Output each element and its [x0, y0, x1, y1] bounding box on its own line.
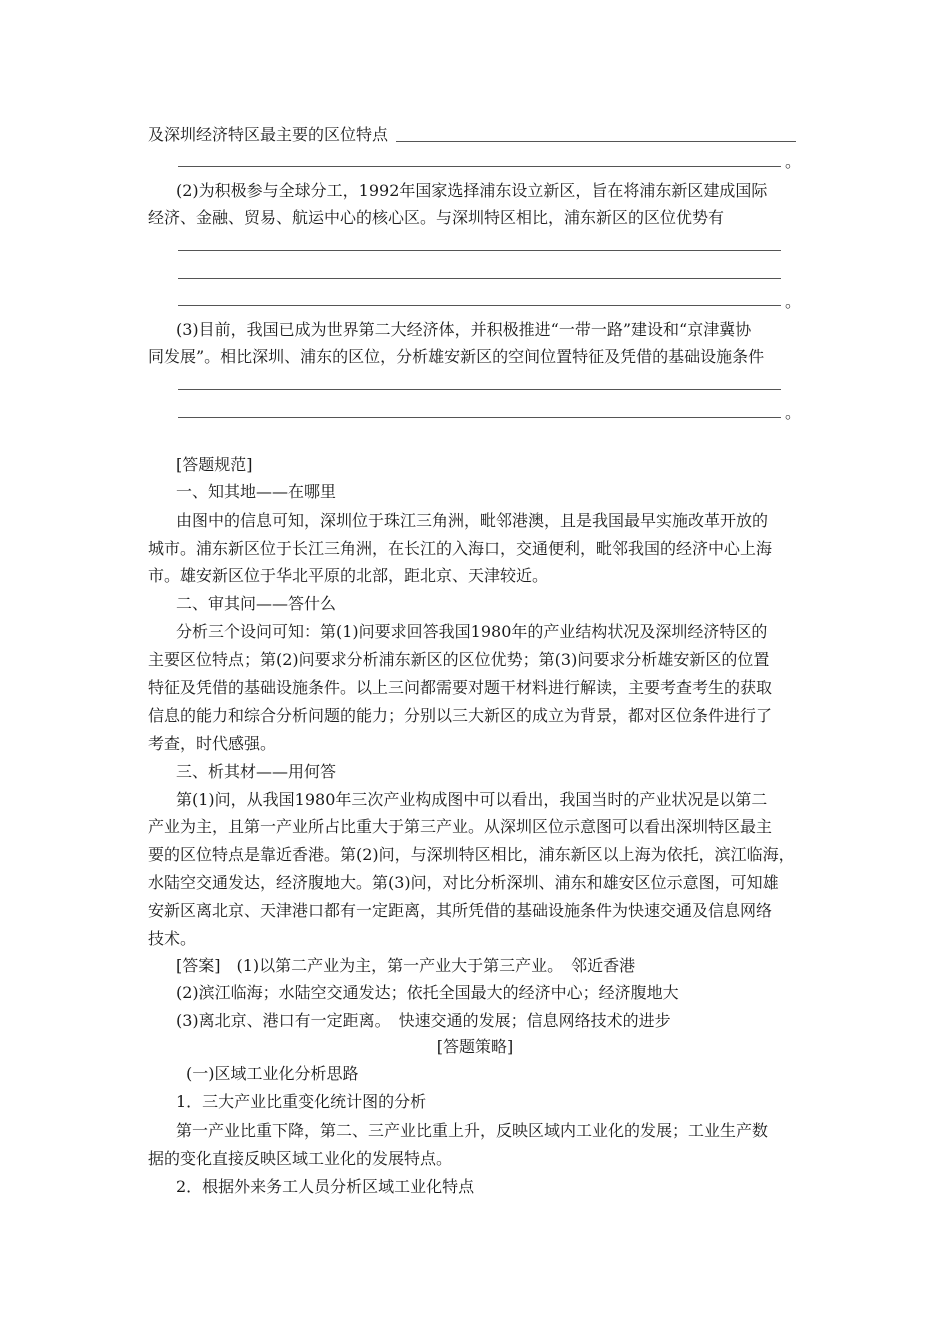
paragraph-line: 安新区离北京、天津港口都有一定距离，其所凭借的基础设施条件为快速交通及信息网络 [148, 901, 773, 920]
period: 。 [785, 403, 802, 422]
q3-line-1: (3)目前，我国已成为世界第二大经济体，并积极推进“一带一路”建设和“京津冀协 [176, 320, 752, 339]
paragraph-line: 特征及凭借的基础设施条件。以上三问都需要对题干材料进行解读，主要考查考生的获取 [148, 678, 773, 697]
q2-line-1: (2)为积极参与全球分工，1992年国家选择浦东设立新区，旨在将浦东新区建成国际 [176, 181, 768, 200]
paragraph-line: 信息的能力和综合分析问题的能力；分别以三大新区的成立为背景，都对区位条件进行了 [148, 706, 773, 725]
subheading: 1．三大产业比重变化统计图的分析 [176, 1092, 427, 1111]
answer-blank[interactable] [178, 389, 781, 390]
answer-line: (2)滨江临海；水陆空交通发达；依托全国最大的经济中心；经济腹地大 [176, 983, 679, 1002]
answer-blank[interactable] [178, 417, 781, 418]
paragraph-line: 据的变化直接反映区域工业化的发展特点。 [148, 1149, 453, 1168]
paragraph-line: 产业为主，且第一产业所占比重大于第三产业。从深圳区位示意图可以看出深圳特区最主 [148, 817, 773, 836]
answer-blank[interactable] [178, 305, 781, 306]
answer-line: [答案] (1)以第二产业为主，第一产业大于第三产业。 邻近香港 [176, 956, 636, 975]
subheading: 三、析其材——用何答 [176, 762, 337, 781]
subheading: 2．根据外来务工人员分析区域工业化特点 [176, 1177, 475, 1196]
q2-line-2: 经济、金融、贸易、航运中心的核心区。与深圳特区相比，浦东新区的区位优势有 [148, 208, 725, 227]
paragraph-line: 市。雄安新区位于华北平原的北部，距北京、天津较近。 [148, 566, 549, 585]
q1-text: 及深圳经济特区最主要的区位特点 [148, 125, 389, 144]
subheading: (一)区域工业化分析思路 [186, 1064, 359, 1083]
answer-blank[interactable] [396, 141, 796, 142]
answer-blank[interactable] [178, 166, 781, 167]
paragraph-line: 主要区位特点；第(2)问要求分析浦东新区的区位优势；第(3)问要求分析雄安新区的位置 [148, 650, 770, 669]
period: 。 [785, 292, 802, 311]
paragraph-line: 第一产业比重下降，第二、三产业比重上升，反映区域内工业化的发展；工业生产数 [176, 1121, 769, 1140]
paragraph-line: 技术。 [148, 929, 197, 948]
section-title-strategy: [答题策略] [436, 1037, 514, 1056]
paragraph-line: 分析三个设问可知：第(1)问要求回答我国1980年的产业结构状况及深圳经济特区的 [176, 622, 768, 641]
answer-blank[interactable] [178, 278, 781, 279]
period: 。 [785, 152, 802, 171]
paragraph-line: 考查，时代感强。 [148, 734, 277, 753]
paragraph-line: 第(1)问，从我国1980年三次产业构成图中可以看出，我国当时的产业状况是以第二 [176, 790, 768, 809]
paragraph-line: 城市。浦东新区位于长江三角洲，在长江的入海口，交通便利，毗邻我国的经济中心上海 [148, 539, 773, 558]
subheading: 一、知其地——在哪里 [176, 482, 337, 501]
answer-line: (3)离北京、港口有一定距离。 快速交通的发展；信息网络技术的进步 [176, 1011, 671, 1030]
paragraph-line: 水陆空交通发达，经济腹地大。第(3)问，对比分析深圳、浦东和雄安区位示意图，可知雄 [148, 873, 779, 892]
paragraph-line: 由图中的信息可知，深圳位于珠江三角洲，毗邻港澳，且是我国最早实施改革开放的 [176, 511, 769, 530]
section-title-spec: [答题规范] [176, 455, 253, 474]
subheading: 二、审其问——答什么 [176, 594, 337, 613]
answer-blank[interactable] [178, 250, 781, 251]
q3-line-2: 同发展”。相比深圳、浦东的区位，分析雄安新区的空间位置特征及凭借的基础设施条件 [148, 347, 765, 366]
paragraph-line: 要的区位特点是靠近香港。第(2)问，与深圳特区相比，浦东新区以上海为依托，滨江临海， [148, 845, 795, 864]
